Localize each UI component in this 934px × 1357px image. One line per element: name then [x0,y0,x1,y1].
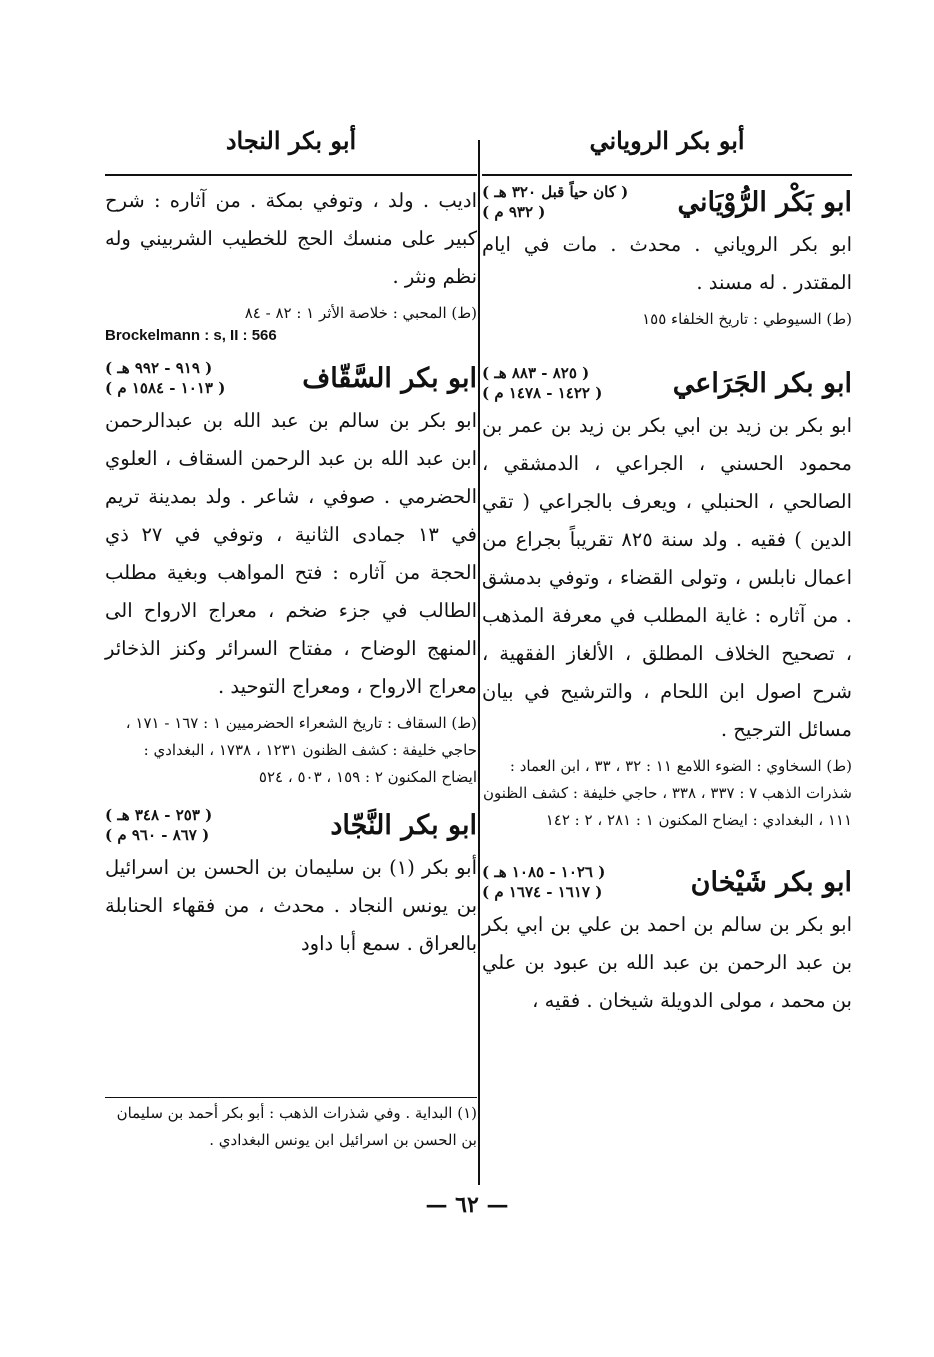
dates-gregorian: ( ١٠١٣ - ١٥٨٤ م ) [105,379,226,397]
entry-abu-bakr-shaykhan [482,862,852,1020]
entry-reference: (ط) المحبي : خلاصة الأثر ١ : ٨٢ - ٨٤ [244,304,477,322]
dates-gregorian: ( ٨٦٧ - ٩٦٠ م ) [105,826,210,844]
right-header-rule [482,174,852,176]
entry-body: ابو بكر بن سالم بن عبد الله بن عبدالرحمن ابن عبد الله بن عبد الرحمن السقاف ، العلوي الحضرمي . صوفي ، شاعر . ولد بمدينة تريم في ١٣ جمادى الثانية ، وتوفي في ٢٧ ذي الحجة من آثاره : فتح المواهب وبغية مطلب الطالب في جزء ضخم ، معراج الارواح الى المنهج الوضاح ، مفتاح السرائر وكنز الذخائر معراج الارواح ، ومعراج التوحيد . [105,409,477,698]
entry-abu-bakr-al-jarai [482,363,852,834]
dates-hijri: ( ٩١٩ - ٩٩٢ هـ ) [105,359,213,377]
entry-name: ابو بكر الجَرَاعي [672,367,852,399]
entry-name: ابو بكر السَّقّاف [302,362,477,394]
entry-reference: (ط) السخاوي : الضوء اللامع ١١ : ٣٢ ، ٣٣ ، ابن العماد : شذرات الذهب ٧ : ٣٣٧ ، ٣٣٨ ، حاجي خليفة : كشف الظنون ١١١ ، البغدادي : ايضاح المكنون ١ : ٢٨١ ، ٢ : ١٤٢ [482,757,852,829]
entry-continued-intro [105,182,477,344]
entry-body: اديب . ولد ، وتوفي بمكة . من آثاره : شرح كبير على منسك الحج للخطيب الشربيني وله نظم ونثر . [105,189,477,288]
right-column [482,182,852,1034]
entry-dates [105,805,212,845]
entry-name: ابو بكر النَّجّاد [330,809,477,841]
entry-body: أبو بكر (١) بن سليمان بن الحسن بن اسرائيل بن يونس النجاد . محدث ، من فقهاء الحنابلة بالعراق . سمع أبا داود [105,856,477,955]
column-divider [478,140,480,1185]
entry-body: ابو بكر بن سالم بن احمد بن علي بن ابي بكر بن عبد الرحمن بن عبد الله بن عبود بن علي بن محمد ، مولى الدويلة شيخان . فقيه ، [482,913,852,1012]
dates-gregorian: ( ١٤٢٢ - ١٤٧٨ م ) [482,384,603,402]
entry-dates [482,363,602,403]
entry-dates [105,358,225,398]
dates-hijri: ( ١٠٢٦ - ١٠٨٥ هـ ) [482,863,606,881]
entry-dates [482,862,605,902]
left-header-rule [105,174,477,176]
entry-name: ابو بَكْر الرُّوْيَاني [677,186,852,218]
entry-reference-latin: Brockelmann : s, II : 566 [105,327,277,344]
right-running-header: أبو بكر الروياني [589,126,745,155]
dates-gregorian: ( ١٦١٧ - ١٦٧٤ م ) [482,883,603,901]
dates-hijri: ( ٢٥٣ - ٣٤٨ هـ ) [105,806,213,824]
entry-body: ابو بكر بن زيد بن ابي بكر بن زيد بن عمر بن محمود الحسني ، الجراعي ، الدمشقي ، الصالحي ، الحنبلي ، ويعرف بالجراعي ( تقي الدين ) فقيه . ولد سنة ٨٢٥ تقريباً بجراع من اعمال نابلس ، وتولى القضاء ، وتوفي بدمشق . من آثاره : غاية المطلب في معرفة المذهب ، تصحيح الخلاف المطلق ، الألغاز الفقهية ، شرح اصول ابن اللحام ، والترشيح في بيان مسائل الترجيح . [482,414,852,741]
entry-abu-bakr-al-najjad [105,805,477,963]
entry-abu-bakr-al-ruyani [482,182,852,333]
entry-reference: (ط) السيوطي : تاريخ الخلفاء ١٥٥ [642,310,852,328]
dates-gregorian: ( ٩٣٢ م ) [482,203,546,221]
entry-reference: (ط) السقاف : تاريخ الشعراء الحضرميين ١ : ١٦٧ - ١٧١ ، حاجي خليفة : كشف الظنون ١٢٣١ ، ١٧٣٨ ، البغدادي : ايضاح المكنون ٢ : ١٥٩ ، ٥٠٣ ، ٥٢٤ [125,714,477,786]
left-column [105,182,477,977]
entry-body: ابو بكر الروياني . محدث . مات في ايام المقتدر . له مسند . [482,233,852,294]
dates-hijri: ( ٨٢٥ - ٨٨٣ هـ ) [482,364,590,382]
entry-abu-bakr-al-saqqaf [105,358,477,791]
footnote-rule [105,1097,477,1098]
dates-hijri: ( كان حياً قبل ٣٢٠ هـ ) [482,183,629,201]
left-running-header: أبو بكر النجاد [225,126,357,155]
entry-name: ابو بكر شَيْخان [690,866,852,898]
page-number: — ٦٢ — [425,1192,509,1218]
footnote: (١) البداية . وفي شذرات الذهب : أبو بكر أحمد بن سليمان بن الحسن بن اسرائيل ابن يونس البغدادي . [116,1104,477,1149]
entry-dates [482,182,628,222]
